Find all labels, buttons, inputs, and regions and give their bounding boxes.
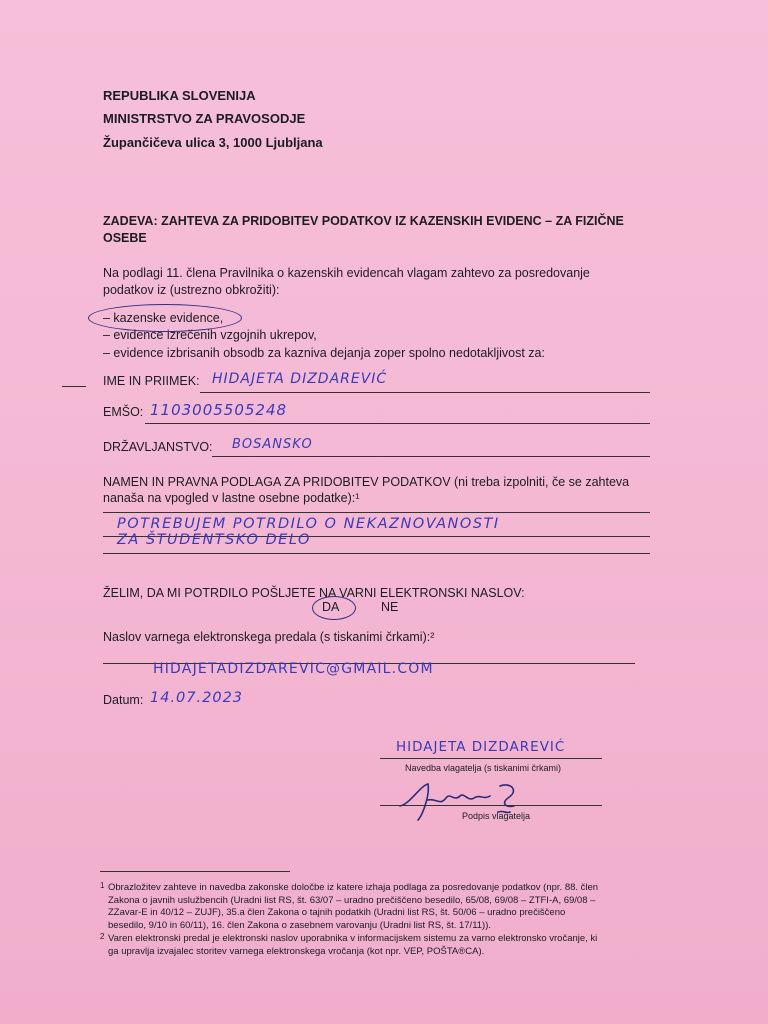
footnote-1-number: 1 xyxy=(100,881,105,890)
printed-name-caption: Navedba vlagatelja (s tiskanimi črkami) xyxy=(405,763,562,773)
footnote-2-line: Varen elektronski predal je elektronski naslov uporabnika v informacijskem sistemu za varno elektronsko vročanje, ki xyxy=(108,933,598,944)
printed-name-underline xyxy=(380,758,602,759)
footnote-2-number: 2 xyxy=(100,932,105,941)
footnote-1-line: besedilo, 9/10 in 60/11), 16. člen Zakona o zasebnem varovanju (Uradni list RS, št. 17/11)). xyxy=(108,919,492,931)
emso-label: EMŠO: xyxy=(103,405,144,419)
purpose-line-1 xyxy=(103,512,650,513)
signature-underline xyxy=(380,805,602,806)
purpose-value-2[interactable]: ZA ŠTUDENTSKO DELO xyxy=(117,532,311,548)
purpose-label-1: NAMEN IN PRAVNA PODLAGA ZA PRIDOBITEV PODATKOV (ni treba izpolniti, če se zahteva xyxy=(103,475,630,489)
citizenship-label: DRŽAVLJANSTVO: xyxy=(103,440,213,454)
header-address: Župančičeva ulica 3, 1000 Ljubljana xyxy=(103,135,323,150)
citizenship-underline xyxy=(212,456,650,457)
mailbox-value[interactable]: HIDAJETADIZDAREVIC@GMAIL.COM xyxy=(153,661,434,677)
option-educational-measures[interactable]: – evidence izrečenih vzgojnih ukrepov, xyxy=(103,328,317,342)
footnote-1 xyxy=(108,882,668,932)
intro-line-2: podatkov iz (ustrezno obkrožiti): xyxy=(103,283,280,297)
option-deleted-convictions[interactable]: – evidence izbrisanih obsodb za kazniva dejanja zoper spolno nedotakljivost za: xyxy=(103,346,545,360)
header-ministry: MINISTRSTVO ZA PRAVOSODJE xyxy=(103,111,306,126)
footnote-1-line: Obrazložitev zahteve in navedba zakonske določbe iz katere izhaja podlaga za posredovanje podatkov (npr. 88. člen xyxy=(108,882,599,893)
intro-line-1: Na podlagi 11. člena Pravilnika o kazenskih evidencah vlagam zahtevo za posredovanje xyxy=(103,266,590,280)
option-criminal-records[interactable]: – kazenske evidence, xyxy=(103,311,224,325)
footnote-2 xyxy=(108,933,668,958)
footnote-1-line: ZZavar-E in 40/12 – ZUJF), 35.a člen Zakona o tajnih podatkih (Uradni list RS, št. 50/06 – uradno prečiščeno xyxy=(108,907,566,918)
mailbox-label: Naslov varnega elektronskega predala (s tiskanimi črkami):² xyxy=(103,630,435,644)
option-yes[interactable]: DA xyxy=(322,600,340,614)
signature-caption: Podpis vlagatelja xyxy=(462,811,531,821)
footnote-1-line: Zakona o javnih uslužbencih (Uradni list RS, št. 63/07 – uradno prečiščeno besedilo, 65/08, 69/08 – ZTFI-A, 69/08 – xyxy=(108,894,596,906)
header-republic: REPUBLIKA SLOVENIJA xyxy=(103,88,256,103)
footnote-separator xyxy=(100,871,290,872)
date-value[interactable]: 14.07.2023 xyxy=(150,690,244,706)
purpose-value-1[interactable]: POTREBUJEM POTRDILO O NEKAZNOVANOSTI xyxy=(117,516,500,532)
date-label: Datum: xyxy=(103,693,144,707)
emso-value[interactable]: 1103005505248 xyxy=(150,401,288,419)
delivery-question: ŽELIM, DA MI POTRDILO POŠLJETE NA VARNI ELEKTRONSKI NASLOV: xyxy=(103,586,525,600)
name-label: IME IN PRIIMEK: xyxy=(103,374,200,388)
footnote-2-line: ga upravlja izvajalec storitev varnega elektronskega vročanja (kot npr. VEP, POŠTA®CA). xyxy=(108,945,485,957)
printed-name-value[interactable]: HIDAJETA DIZDAREVIĆ xyxy=(396,739,566,755)
margin-dash xyxy=(62,386,86,387)
option-no[interactable]: NE xyxy=(381,600,399,614)
purpose-label-2: nanaša na vpogled v lastne osebne podatke):¹ xyxy=(103,491,360,505)
citizenship-value[interactable]: BOSANSKO xyxy=(232,437,313,452)
subject-line-1: ZADEVA: ZAHTEVA ZA PRIDOBITEV PODATKOV IZ KAZENSKIH EVIDENC – ZA FIZIČNE xyxy=(103,214,624,228)
subject-line-2: OSEBE xyxy=(103,231,147,245)
name-underline xyxy=(200,392,650,393)
emso-underline xyxy=(145,423,650,424)
name-value[interactable]: HIDAJETA DIZDAREVIĆ xyxy=(212,371,388,387)
purpose-line-3 xyxy=(103,553,650,554)
